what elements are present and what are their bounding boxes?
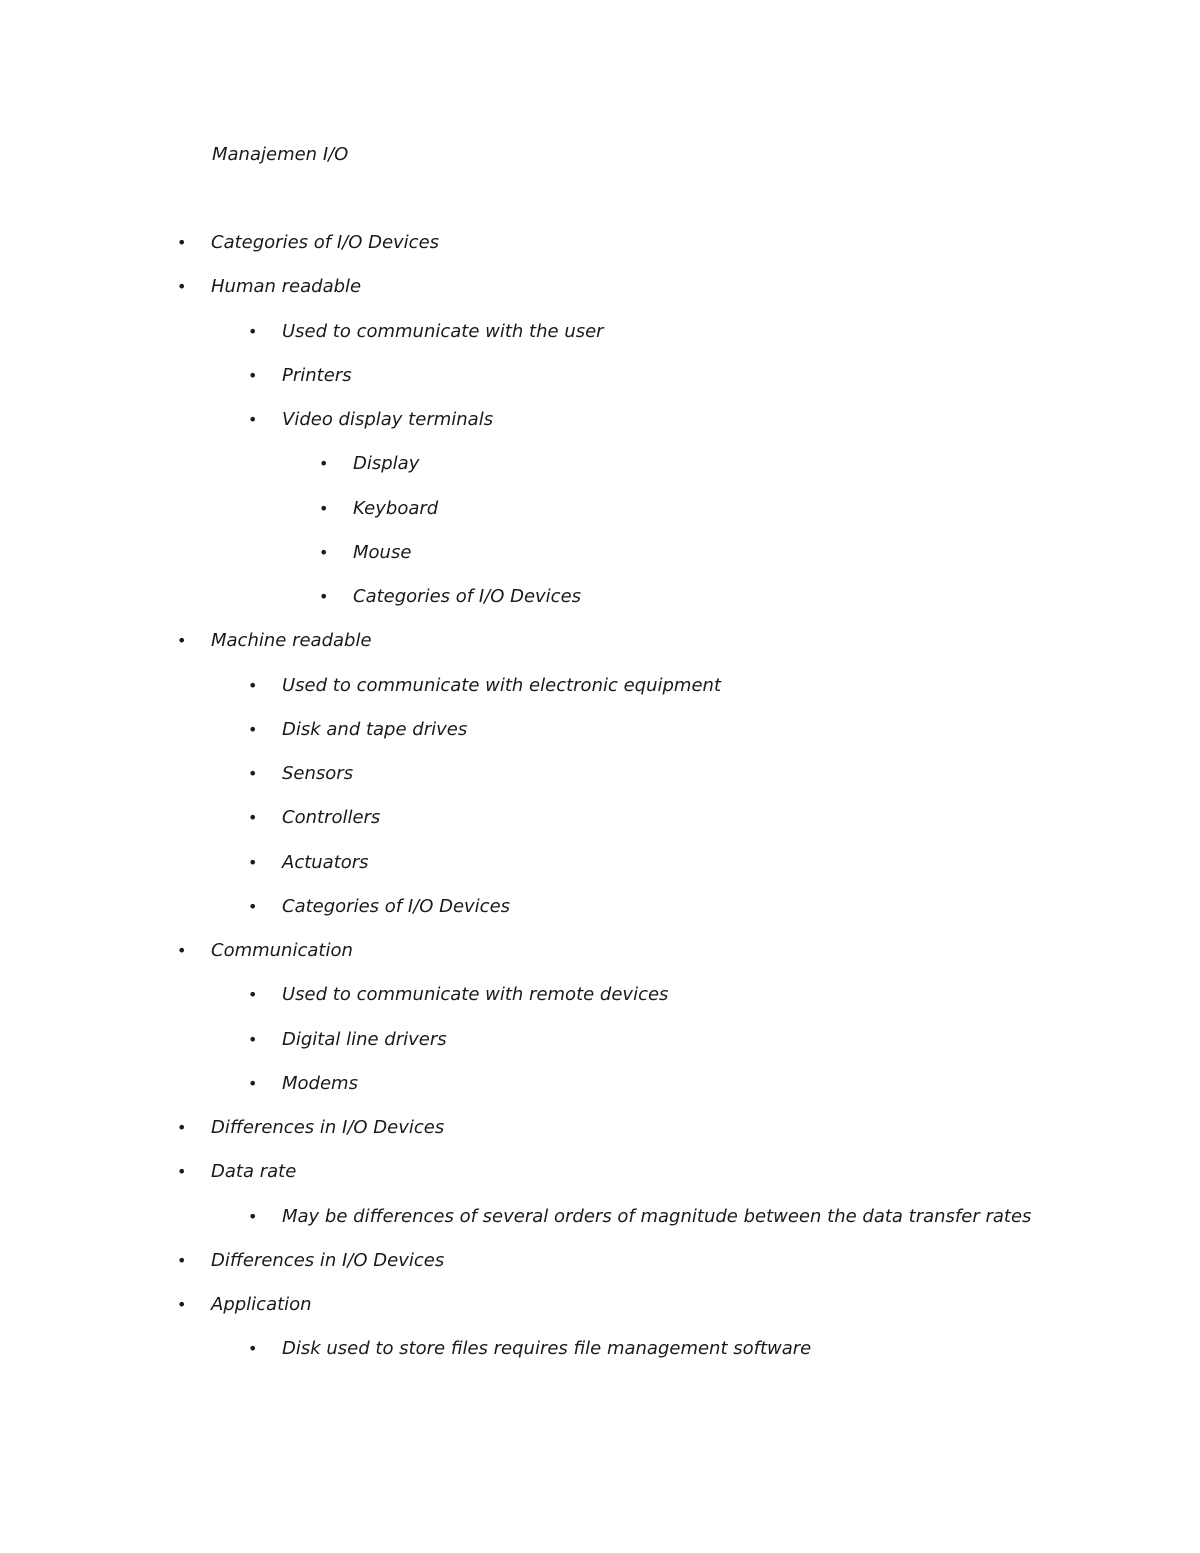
bullet-icon: •: [248, 720, 258, 739]
bullet-icon: •: [319, 499, 329, 518]
bullet-icon: •: [248, 1030, 258, 1049]
list-item-text: Human readable: [211, 276, 362, 297]
bullet-icon: •: [248, 1339, 258, 1358]
bullet-icon: •: [177, 277, 187, 296]
list-item-text: Used to communicate with the user: [282, 321, 604, 342]
bullet-icon: •: [248, 410, 258, 429]
list-item-text: Communication: [211, 940, 353, 961]
bullet-icon: •: [177, 1295, 187, 1314]
list-item-text: Application: [211, 1294, 312, 1315]
list-item-text: Disk used to store files requires file management software: [282, 1338, 812, 1359]
bullet-icon: •: [177, 233, 187, 252]
list-item-text: Used to communicate with electronic equipment: [282, 675, 722, 696]
bullet-icon: •: [319, 454, 329, 473]
bullet-icon: •: [248, 853, 258, 872]
list-item-text: Differences in I/O Devices: [211, 1117, 445, 1138]
list-item-text: Mouse: [353, 542, 412, 563]
list-item-text: Categories of I/O Devices: [282, 896, 511, 917]
list-item-text: Categories of I/O Devices: [353, 586, 582, 607]
bullet-icon: •: [248, 1074, 258, 1093]
bullet-icon: •: [177, 1118, 187, 1137]
bullet-icon: •: [319, 587, 329, 606]
bullet-icon: •: [248, 764, 258, 783]
bullet-icon: •: [248, 366, 258, 385]
list-item-text: Video display terminals: [282, 409, 494, 430]
list-item-text: Printers: [282, 365, 352, 386]
list-item-text: Machine readable: [211, 630, 372, 651]
list-item-text: Keyboard: [353, 498, 439, 519]
bullet-icon: •: [177, 1162, 187, 1181]
bullet-icon: •: [248, 897, 258, 916]
bullet-icon: •: [248, 808, 258, 827]
list-item-text: May be differences of several orders of magnitude between the data transfer rates: [282, 1206, 1032, 1227]
bullet-icon: •: [248, 322, 258, 341]
bullet-icon: •: [248, 985, 258, 1004]
bullet-icon: •: [177, 1251, 187, 1270]
list-item-text: Controllers: [282, 807, 381, 828]
list-item-text: Modems: [282, 1073, 358, 1094]
bullet-icon: •: [319, 543, 329, 562]
list-item-text: Display: [353, 453, 420, 474]
document-title: Manajemen I/O: [212, 144, 349, 165]
list-item-text: Sensors: [282, 763, 354, 784]
list-item-text: Disk and tape drives: [282, 719, 468, 740]
list-item-text: Differences in I/O Devices: [211, 1250, 445, 1271]
list-item-text: Digital line drivers: [282, 1029, 447, 1050]
bullet-icon: •: [177, 941, 187, 960]
list-item-text: Used to communicate with remote devices: [282, 984, 669, 1005]
bullet-icon: •: [248, 676, 258, 695]
bullet-icon: •: [248, 1207, 258, 1226]
list-item-text: Actuators: [282, 852, 369, 873]
bullet-icon: •: [177, 631, 187, 650]
list-item-text: Data rate: [211, 1161, 297, 1182]
list-item-text: Categories of I/O Devices: [211, 232, 440, 253]
